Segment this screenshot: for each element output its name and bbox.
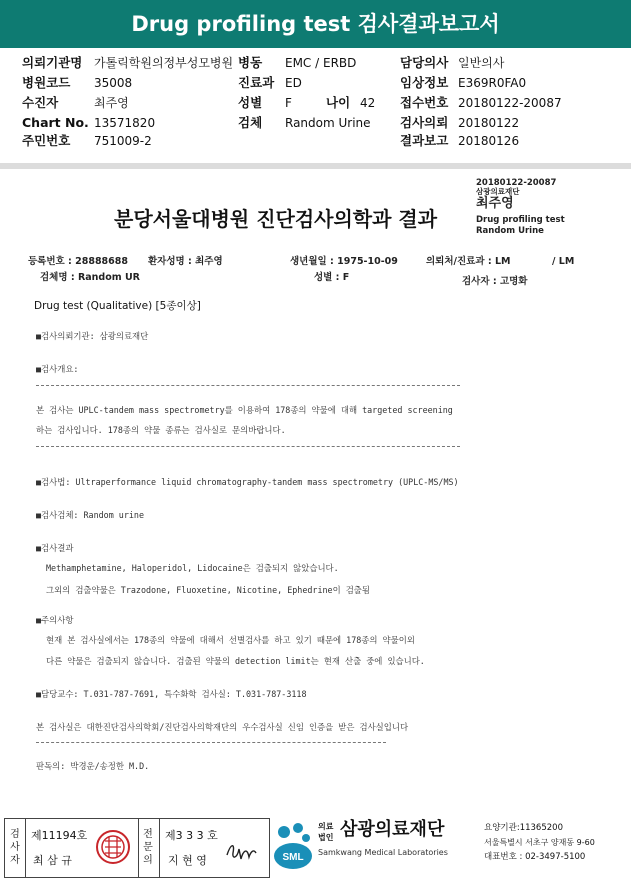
- label-physician: 담당의사: [400, 55, 449, 70]
- label-request-date: 검사의뢰: [400, 115, 449, 130]
- facility-phone: 대표번호 : 02-3497-5100: [484, 852, 586, 862]
- examiner-name: 최 삼 규: [33, 854, 72, 867]
- corner-org: 삼광의료재단: [476, 187, 520, 196]
- certification-note: 본 검사실은 대한진단검사의학회/진단검사의학재단의 우수검사실 신임 인증을 받은 검사실입니다: [36, 722, 409, 732]
- label-receipt-no: 접수번호: [400, 95, 449, 110]
- result-line-1: Methamphetamine, Haloperidol, Lidocaine은 검출되지 않았습니다.: [46, 563, 339, 573]
- value-patient: 최주영: [94, 96, 129, 110]
- divider-line: [36, 385, 460, 386]
- specialist-name: 지 현 영: [168, 854, 207, 867]
- value-chart-no: 13571820: [94, 116, 156, 130]
- meta-registration-no: 등록번호 : 28888688: [28, 256, 129, 267]
- facility-address: 서울특별시 서초구 양재동 9-60: [484, 838, 595, 847]
- corner-patient-name: 최주영: [476, 196, 514, 211]
- section-specimen: ■검사검체: Random urine: [36, 510, 144, 520]
- logo-small-2: 법인: [318, 833, 334, 842]
- report-banner-title: Drug profiling test 검사결과보고서: [0, 0, 631, 48]
- facility-code: 요양기관:11365200: [484, 823, 563, 833]
- label-sex: 성별: [238, 95, 263, 110]
- reading-physician: 판독의: 박경운/송정한 M.D.: [36, 761, 150, 771]
- label-chart-no: Chart No.: [22, 115, 89, 130]
- box2-side-2: 문: [143, 842, 153, 853]
- box1-side-3: 자: [10, 855, 20, 866]
- overview-line-2: 하는 검사입니다. 178종의 약물 종류는 검사실로 문의바랍니다.: [36, 425, 286, 435]
- meta-department-2: / LM: [552, 256, 575, 267]
- box1-side-1: 검: [10, 829, 20, 840]
- section-result-heading: ■검사결과: [36, 543, 74, 553]
- label-hospital-code: 병원코드: [22, 75, 71, 90]
- section-notes-heading: ■주의사항: [36, 615, 74, 625]
- label-requesting-org: 의뢰기관명: [22, 55, 83, 70]
- logo-small-1: 의료: [318, 822, 334, 831]
- section-requesting-org: ■검사의뢰기관: 삼광의료재단: [36, 331, 149, 341]
- corner-receipt-no: 20180122-20087: [476, 178, 557, 188]
- value-ward: EMC / ERBD: [285, 56, 357, 70]
- meta-department: 의뢰처/진료과 : LM: [426, 256, 511, 267]
- logo-english-name: Samkwang Medical Laboratories: [318, 848, 448, 857]
- label-clinical-info: 임상정보: [400, 75, 449, 90]
- box2-side-3: 의: [143, 855, 153, 866]
- value-requesting-org: 가톨릭학원의정부성모병원: [94, 56, 234, 70]
- section-overview-heading: ■검사개요:: [36, 364, 79, 374]
- seal-stamp-icon: [95, 829, 131, 865]
- lab-report-document: [14, 171, 622, 796]
- value-department: ED: [285, 76, 302, 90]
- value-request-date: 20180122: [458, 116, 520, 130]
- logo-badge: SML: [282, 852, 304, 863]
- value-report-date: 20180126: [458, 134, 520, 148]
- result-line-2: 그외의 검출약물은 Trazodone, Fluoxetine, Nicotine, Ephedrine이 검출됨: [46, 585, 370, 595]
- value-sex: F: [285, 96, 292, 110]
- value-receipt-no: 20180122-20087: [458, 96, 562, 110]
- meta-sex: 성별 : F: [314, 272, 350, 283]
- label-specimen: 검체: [238, 115, 263, 130]
- label-age: 나이: [326, 95, 351, 110]
- meta-birth-date: 생년월일 : 1975-10-09: [290, 256, 398, 267]
- corner-test-name: Drug profiling test: [476, 215, 565, 225]
- patient-info-header: [0, 50, 631, 160]
- test-title: Drug test (Qualitative) [5종이상]: [34, 300, 201, 312]
- meta-examiner: 검사자 : 고명화: [462, 276, 528, 287]
- overview-line-1: 본 검사는 UPLC-tandem mass spectrometry를 이용하여 178종의 약물에 대해 targeted screening: [36, 405, 453, 415]
- section-contact: ■담당교수: T.031-787-7691, 특수화학 검사실: T.031-787-3118: [36, 689, 307, 699]
- logo-name: 삼광의료재단: [340, 819, 445, 840]
- meta-patient-name: 환자성명 : 최주영: [148, 256, 223, 267]
- report-footer: [0, 816, 631, 883]
- section-method: ■검사법: Ultraperformance liquid chromatography-tandem mass spectrometry (UPLC-MS/MS): [36, 477, 459, 487]
- section-divider: [0, 163, 631, 169]
- examiner-license-no: 제11194호: [31, 829, 88, 842]
- value-specimen: Random Urine: [285, 116, 371, 130]
- meta-specimen: 검체명 : Random UR: [40, 272, 140, 283]
- value-hospital-code: 35008: [94, 76, 133, 90]
- corner-specimen: Random Urine: [476, 226, 544, 236]
- value-resident-no: 751009-2: [94, 134, 152, 148]
- box2-side-1: 전: [143, 829, 153, 840]
- label-patient: 수진자: [22, 95, 59, 110]
- value-clinical-info: E369R0FA0: [458, 76, 527, 90]
- divider-line: [36, 742, 386, 743]
- report-title: 분당서울대병원 진단검사의학과 결과: [114, 207, 438, 231]
- label-department: 진료과: [238, 75, 275, 90]
- divider-line: [36, 446, 460, 447]
- label-resident-no: 주민번호: [22, 133, 71, 148]
- value-age: 42: [360, 96, 376, 110]
- specialist-license-no: 제3 3 3 호: [165, 829, 218, 842]
- box1-side-2: 사: [10, 842, 20, 853]
- sml-logo-icon: [272, 820, 314, 872]
- value-physician: 일반의사: [458, 56, 505, 70]
- label-ward: 병동: [238, 55, 263, 70]
- notes-line-2: 다른 약물은 검출되지 않습니다. 검출된 약물의 detection limit는 현재 산출 중에 있습니다.: [46, 656, 425, 666]
- notes-line-1: 현재 본 검사실에서는 178종의 약물에 대해서 선별검사를 하고 있기 때문에 178종의 약물이외: [46, 635, 415, 645]
- label-report-date: 결과보고: [400, 133, 449, 148]
- signature-icon: [223, 839, 259, 863]
- signature-box: [4, 818, 270, 878]
